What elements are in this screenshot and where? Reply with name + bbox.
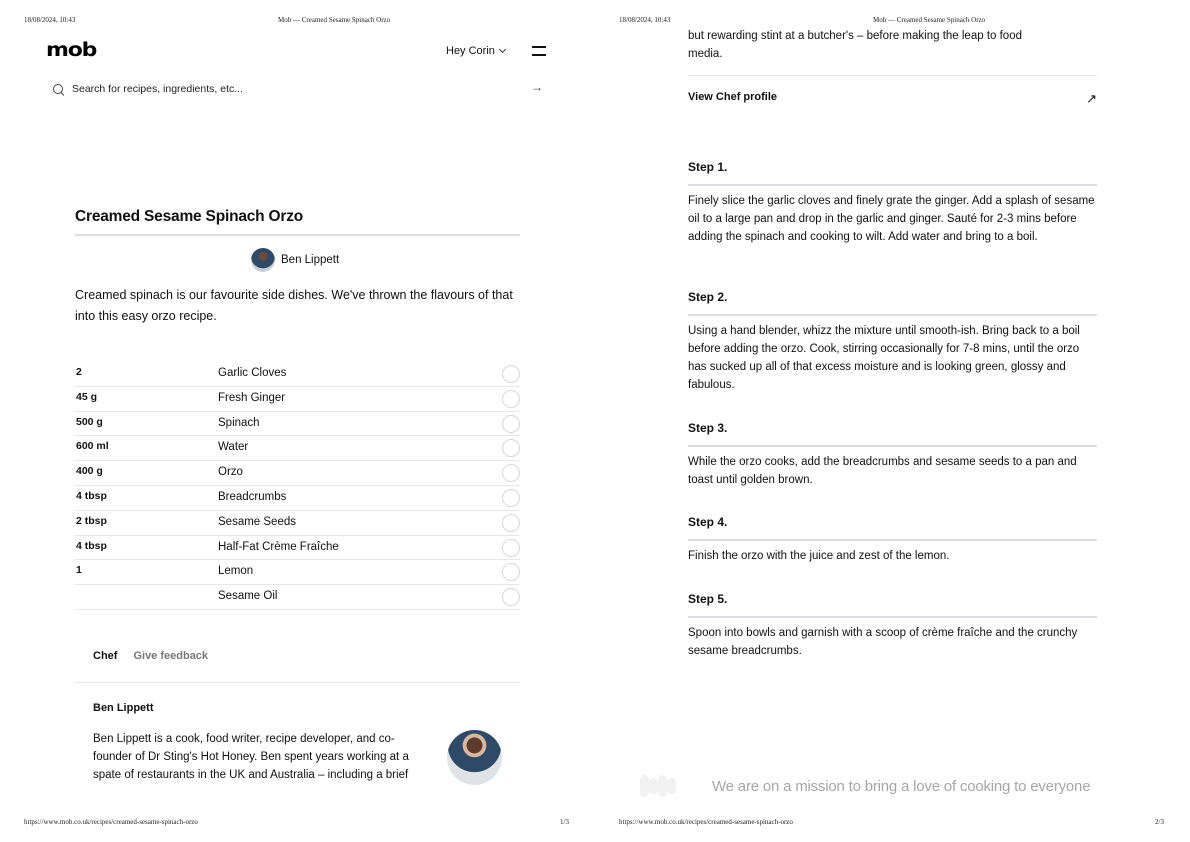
arrow-right-icon[interactable]: →	[531, 80, 543, 94]
chef-bio-continued: but rewarding stint at a butcher's – before making the leap to food media.	[688, 30, 1022, 60]
print-url: https://www.mob.co.uk/recipes/creamed-sesame-spinach-orzo	[24, 818, 198, 826]
ingredient-checkbox[interactable]	[502, 390, 520, 408]
step-body: Finely slice the garlic cloves and finely grate the ginger. Add a splash of sesame oil to a large pan and drop in the garlic and ginger. Sauté for 2-3 mins before adding the spinach and cooking to wilt. Add water and bring to a boil.	[688, 195, 1095, 243]
ingredient-quantity: 1	[76, 564, 82, 577]
print-datetime: 18/08/2024, 10:43	[24, 16, 76, 24]
ingredient-checkbox[interactable]	[502, 365, 520, 383]
ingredient-name: Breadcrumbs	[218, 490, 287, 503]
ingredient-row	[75, 387, 520, 412]
ingredient-name: Sesame Seeds	[218, 515, 296, 528]
ingredient-row	[75, 486, 520, 511]
divider	[688, 539, 1097, 541]
ingredient-name: Fresh Ginger	[218, 391, 286, 404]
step-title: Step 1.	[688, 160, 728, 174]
mob-wave-logo-icon	[640, 775, 678, 797]
ingredient-row	[75, 436, 520, 461]
ingredient-checkbox[interactable]	[502, 514, 520, 532]
divider	[75, 682, 520, 683]
step-title: Step 5.	[688, 592, 728, 606]
ingredients-list	[75, 362, 520, 610]
chef-name: Ben Lippett	[93, 702, 154, 714]
method-step	[688, 515, 1097, 565]
tab-give-feedback[interactable]: Give feedback	[133, 650, 209, 662]
chef-bio: Ben Lippett is a cook, food writer, recipe developer, and co-founder of Dr Sting's Hot Honey. Ben spent years working at a spate of restaurants in the UK and Australia – including a brief	[93, 733, 409, 781]
ingredient-row	[75, 511, 520, 536]
external-link-icon: ↗	[1086, 91, 1097, 106]
chef-tabs	[93, 650, 208, 662]
ingredient-row	[75, 560, 520, 585]
ingredient-checkbox[interactable]	[502, 539, 520, 557]
divider	[688, 314, 1097, 316]
method-step	[688, 160, 1097, 246]
ingredient-name: Spinach	[218, 416, 260, 429]
step-title: Step 2.	[688, 290, 728, 304]
search-icon	[53, 84, 64, 95]
view-chef-profile-label: View Chef profile	[688, 91, 778, 103]
recipe-intro: Creamed spinach is our favourite side dishes. We've thrown the flavours of that into this easy orzo recipe.	[75, 288, 513, 323]
ingredient-checkbox[interactable]	[502, 439, 520, 457]
author-name: Ben Lippett	[281, 254, 340, 266]
print-page-2	[595, 0, 1190, 842]
ingredient-quantity: 2 tbsp	[76, 514, 107, 527]
mission-text: We are on a mission to bring a love of cooking to everyone	[712, 777, 1091, 795]
chef-photo	[447, 730, 502, 785]
divider	[688, 184, 1097, 186]
print-page-number: 2/3	[1155, 818, 1164, 826]
step-body: Finish the orzo with the juice and zest of the lemon.	[688, 550, 950, 562]
search-bar	[53, 80, 543, 98]
divider	[688, 445, 1097, 447]
recipe-title: Creamed Sesame Spinach Orzo	[75, 208, 304, 225]
method-step	[688, 290, 1097, 394]
ingredient-name: Half-Fat Crème Fraîche	[218, 540, 339, 553]
ingredient-checkbox[interactable]	[502, 415, 520, 433]
ingredient-name: Lemon	[218, 565, 254, 578]
ingredient-row	[75, 585, 520, 610]
step-title: Step 3.	[688, 421, 728, 435]
ingredient-checkbox[interactable]	[502, 588, 520, 606]
ingredient-row	[75, 461, 520, 486]
ingredient-name: Garlic Cloves	[218, 367, 287, 379]
ingredient-name: Orzo	[218, 466, 243, 479]
ingredient-checkbox[interactable]	[502, 489, 520, 507]
ingredient-row	[75, 536, 520, 561]
ingredient-quantity: 600 ml	[76, 440, 109, 453]
ingredient-quantity: 400 g	[76, 465, 103, 478]
divider	[688, 616, 1097, 618]
step-body: Using a hand blender, whizz the mixture until smooth-ish. Bring back to a boil before adding the orzo. Cook, stirring occasionally for 7-8 mins, until the orzo has sucked up all of that excess moisture and is looking green, glossy and fabulous.	[688, 325, 1080, 391]
ingredient-checkbox[interactable]	[502, 464, 520, 482]
tab-chef[interactable]: Chef	[93, 650, 118, 662]
step-body: While the orzo cooks, add the breadcrumbs and sesame seeds to a pan and toast until golden brown.	[688, 456, 1077, 486]
ingredient-quantity: 2	[76, 366, 82, 378]
print-doc-title: Mob — Creamed Sesame Spinach Orzo	[278, 16, 391, 24]
method-step	[688, 421, 1097, 489]
divider	[75, 234, 520, 236]
avatar	[251, 248, 275, 272]
hamburger-icon[interactable]	[532, 46, 546, 56]
ingredient-quantity: 45 g	[76, 390, 98, 403]
user-menu[interactable]	[446, 45, 505, 57]
ingredient-quantity: 4 tbsp	[76, 539, 107, 552]
step-title: Step 4.	[688, 515, 728, 529]
divider	[688, 75, 1097, 76]
print-page-number: 1/3	[560, 818, 569, 826]
ingredient-quantity: 4 tbsp	[76, 489, 107, 502]
recipe-author[interactable]	[251, 248, 339, 272]
step-body: Spoon into bowls and garnish with a scoop of crème fraîche and the crunchy sesame breadcrumbs.	[688, 627, 1078, 657]
print-datetime: 18/08/2024, 10:43	[619, 16, 671, 24]
ingredient-name: Sesame Oil	[218, 590, 278, 603]
method-step	[688, 592, 1097, 660]
user-greeting: Hey Corin	[446, 45, 495, 57]
mission-banner	[640, 772, 1160, 800]
print-url: https://www.mob.co.uk/recipes/creamed-sesame-spinach-orzo	[619, 818, 793, 826]
print-doc-title: Mob — Creamed Sesame Spinach Orzo	[873, 16, 986, 24]
mob-logo[interactable]: mob	[46, 40, 97, 62]
ingredient-row	[75, 412, 520, 437]
view-chef-profile-link[interactable]	[688, 91, 1097, 106]
ingredient-name: Water	[218, 441, 249, 454]
search-input[interactable]	[72, 83, 512, 95]
ingredient-row	[75, 362, 520, 387]
ingredient-checkbox[interactable]	[502, 563, 520, 581]
ingredient-quantity: 500 g	[76, 415, 103, 428]
chevron-down-icon	[499, 46, 506, 53]
